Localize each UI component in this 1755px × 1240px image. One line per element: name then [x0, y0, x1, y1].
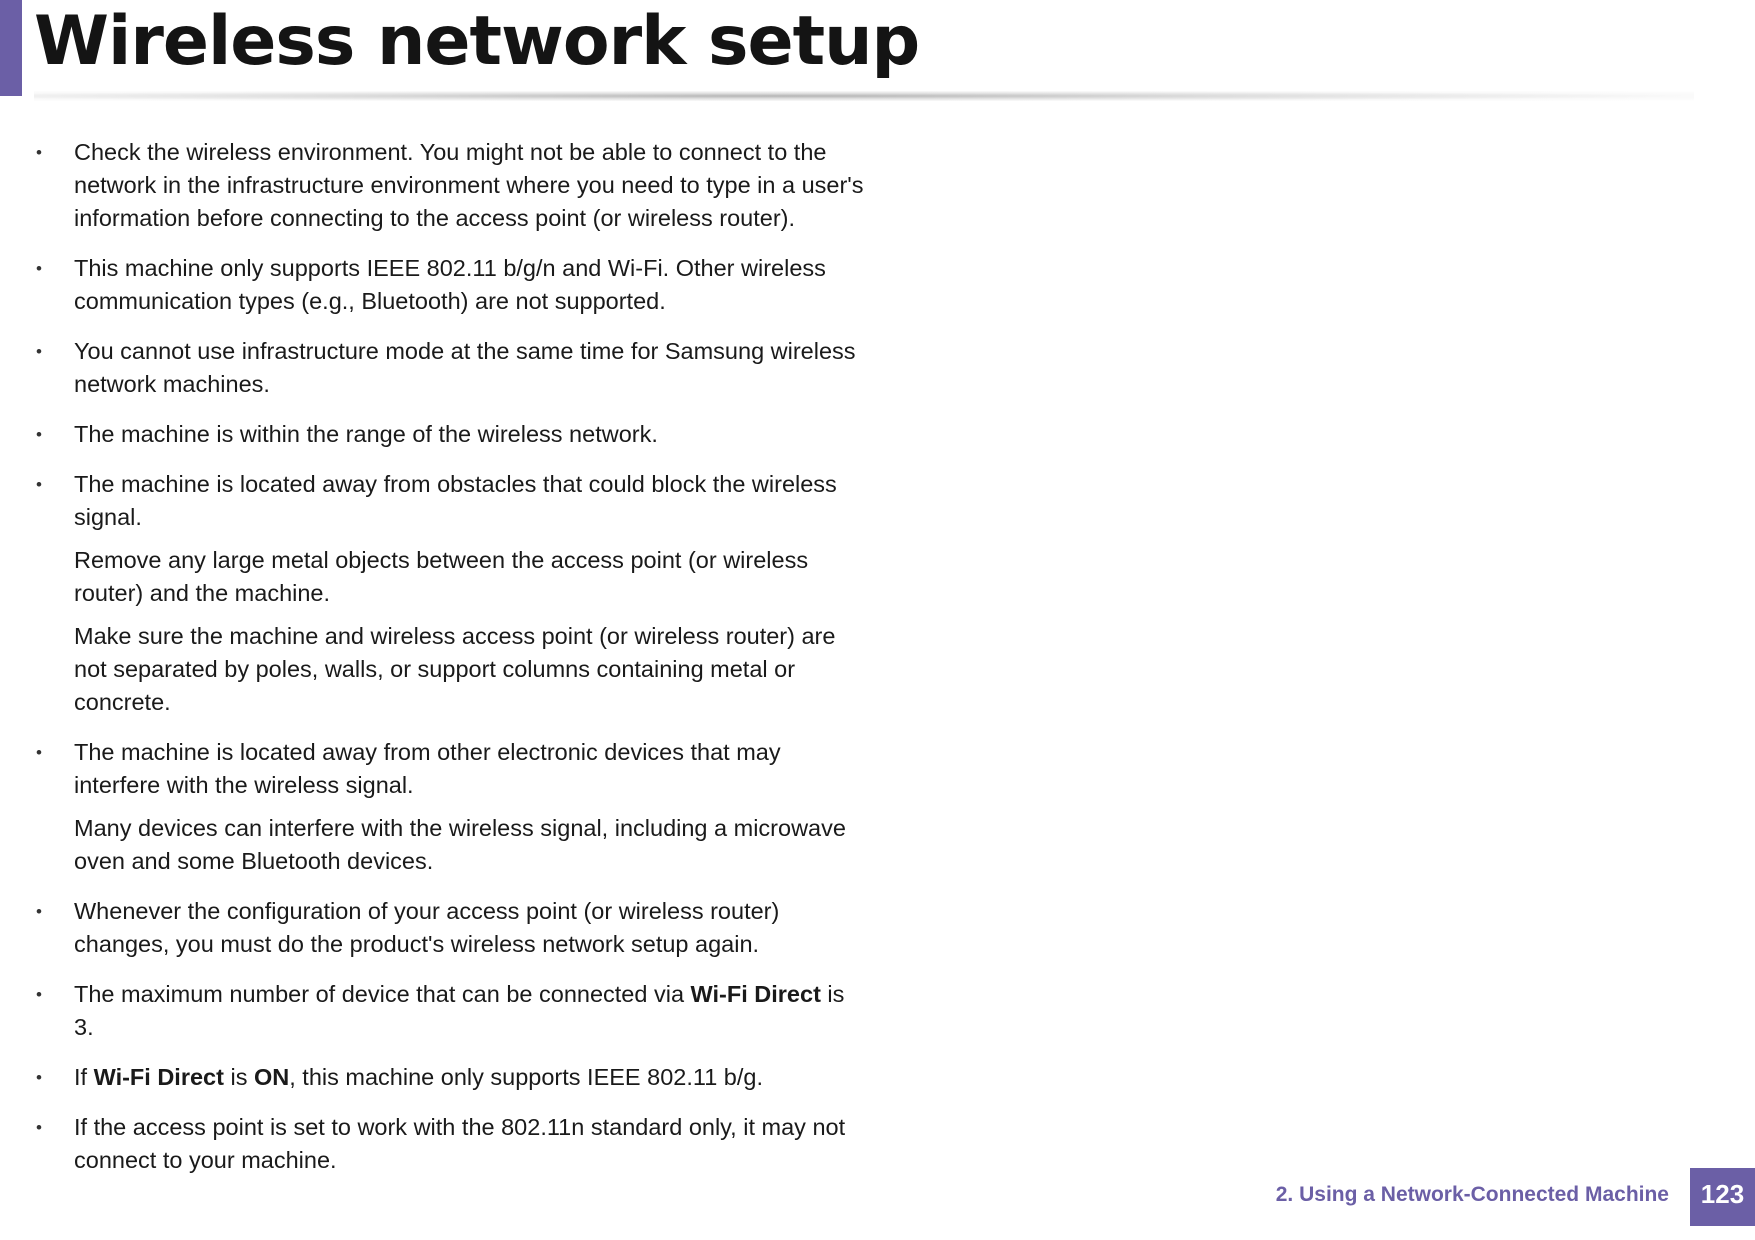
- title-accent-bar: [0, 0, 22, 96]
- list-item-text: The machine is within the range of the wireless network.: [74, 421, 658, 447]
- wifi-direct-term: Wi-Fi Direct: [690, 981, 821, 1007]
- bullet-icon: •: [36, 342, 42, 361]
- list-item: [36, 1061, 868, 1094]
- list-item: [36, 335, 868, 401]
- list-item: [36, 736, 868, 878]
- list-item-detail: Make sure the machine and wireless access point (or wireless router) are not separated by poles, walls, or support columns containing metal or concrete.: [74, 623, 836, 715]
- list-item-text: Check the wireless environment. You might not be able to connect to the network in the infrastructure environment where you need to type in a user's information before connecting to the access point (or wireless router).: [74, 139, 864, 231]
- list-item-detail: Many devices can interfere with the wireless signal, including a microwave oven and some Bluetooth devices.: [74, 815, 846, 874]
- wifi-direct-term: Wi-Fi Direct: [93, 1064, 224, 1090]
- list-item: [36, 468, 868, 719]
- text-run: is 3.: [74, 981, 845, 1040]
- list-item-text: This machine only supports IEEE 802.11 b/g/n and Wi-Fi. Other wireless communication types (e.g., Bluetooth) are not supported.: [74, 255, 826, 314]
- bullet-icon: •: [36, 1068, 42, 1087]
- list-item-text: [74, 978, 868, 1044]
- text-run: The maximum number of device that can be connected via: [74, 981, 691, 1007]
- list-item-text: If the access point is set to work with the 802.11n standard only, it may not connect to your machine.: [74, 1114, 846, 1173]
- bullet-icon: •: [36, 743, 42, 762]
- list-item: [36, 895, 868, 961]
- list-item-text: The machine is located away from other electronic devices that may interfere with the wireless signal.: [74, 739, 781, 798]
- page-number-badge: 123: [1690, 1168, 1755, 1226]
- bullet-icon: •: [36, 985, 42, 1004]
- bullet-icon: •: [36, 475, 42, 494]
- list-item-text: [74, 1061, 868, 1094]
- chapter-footer: 2. Using a Network-Connected Machine: [1275, 1183, 1669, 1206]
- bullet-icon: •: [36, 425, 42, 444]
- list-item-detail: Remove any large metal objects between the access point (or wireless router) and the machine.: [74, 547, 809, 606]
- text-run: If: [74, 1064, 94, 1090]
- list-item: [36, 1111, 868, 1177]
- on-term: ON: [253, 1064, 290, 1090]
- bullet-list: [36, 136, 868, 1194]
- list-item: [36, 136, 868, 235]
- text-run: , this machine only supports IEEE 802.11 b/g.: [289, 1064, 763, 1090]
- list-item: [36, 418, 868, 451]
- list-item: [36, 978, 868, 1044]
- bullet-icon: •: [36, 902, 42, 921]
- text-run: is: [223, 1064, 254, 1090]
- title-divider: [34, 91, 1694, 101]
- list-item-text: You cannot use infrastructure mode at the same time for Samsung wireless network machines.: [74, 338, 856, 397]
- page-title: Wireless network setup: [34, 2, 920, 81]
- list-item: [36, 252, 868, 318]
- bullet-icon: •: [36, 259, 42, 278]
- bullet-icon: •: [36, 143, 42, 162]
- bullet-icon: •: [36, 1118, 42, 1137]
- list-item-text: The machine is located away from obstacles that could block the wireless signal.: [74, 471, 837, 530]
- list-item-text: Whenever the configuration of your access point (or wireless router) changes, you must do the product's wireless network setup again.: [74, 898, 780, 957]
